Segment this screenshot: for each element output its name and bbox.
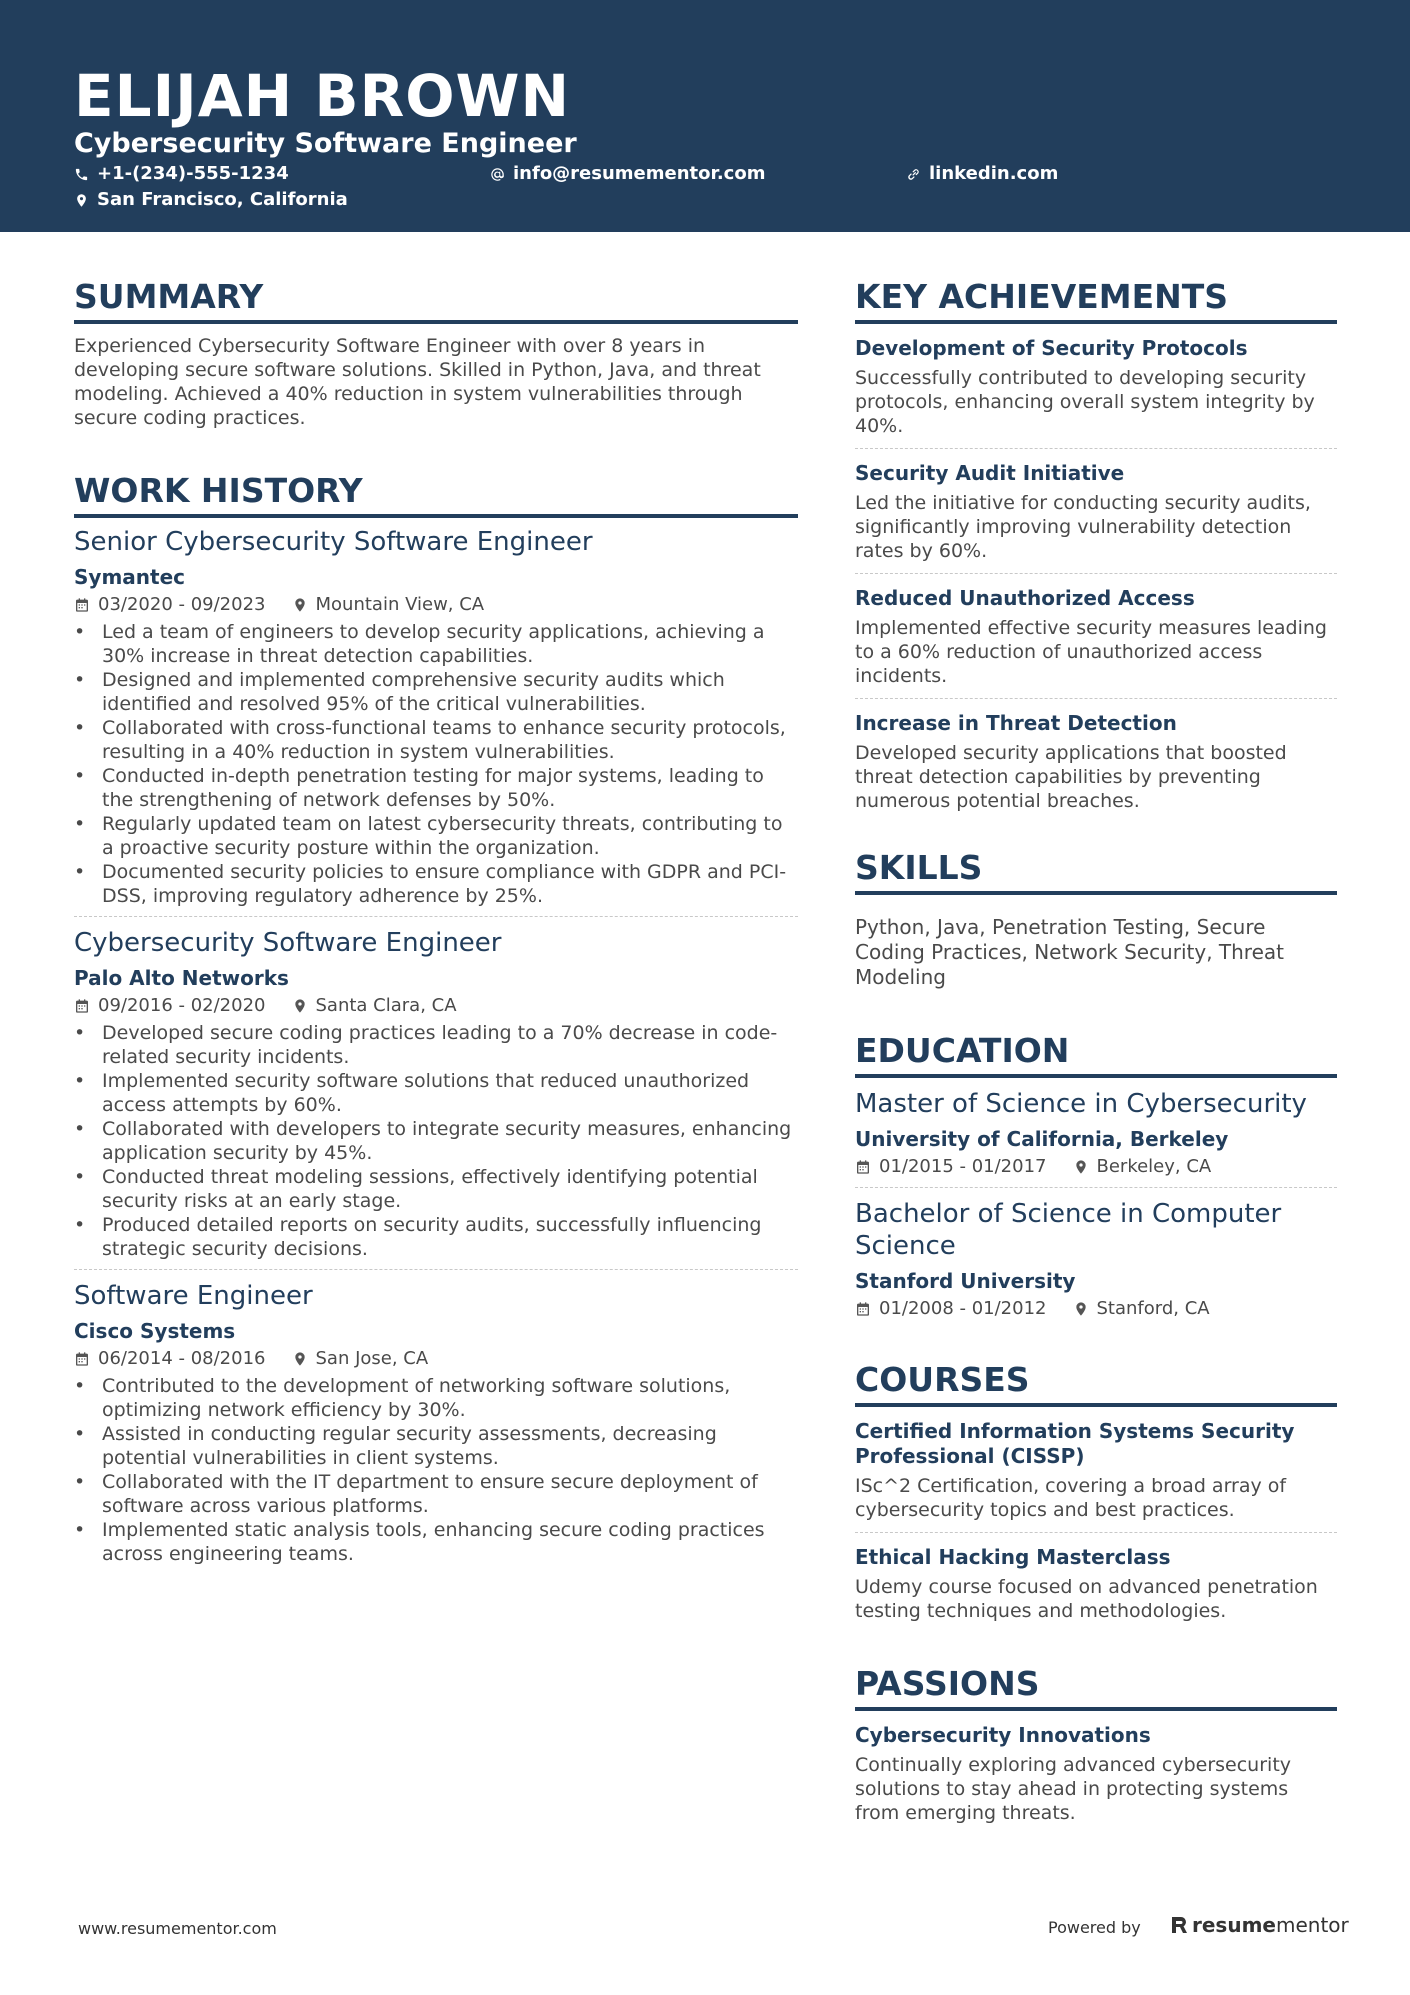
summary-text: Experienced Cybersecurity Software Engineer with over 8 years in developing secure software solutions. Skilled in Python, Java, and threat modeling. Achieved a 40% reduction in system vulnerabilities through secure coding practices. bbox=[74, 335, 761, 429]
key-achievements-heading: KEY ACHIEVEMENTS bbox=[855, 276, 1337, 324]
bullet-item: • Assisted in conducting regular security assessments, decreasing potential vulnerabilities in client systems. bbox=[74, 1422, 798, 1470]
phone-icon bbox=[74, 167, 89, 182]
education-item bbox=[855, 1078, 1337, 1187]
job-title: Cybersecurity Software Engineer bbox=[74, 928, 502, 958]
achievement-item bbox=[855, 324, 1337, 448]
bullet-item: • Collaborated with developers to integrate security measures, enhancing application security by 45%. bbox=[74, 1117, 798, 1165]
location-pin-icon bbox=[74, 193, 89, 208]
location-pin-icon bbox=[1073, 1159, 1089, 1175]
link-icon bbox=[906, 167, 921, 182]
course-title: Certified Information Systems Security Professional (CISSP) bbox=[855, 1419, 1295, 1468]
summary-section bbox=[74, 276, 798, 430]
brand-resume: resume bbox=[1192, 1913, 1276, 1937]
job-dates: 03/2020 - 09/2023 bbox=[98, 594, 266, 615]
course-text: Udemy course focused on advanced penetration testing techniques and methodologies. bbox=[855, 1576, 1318, 1622]
footer-powered-by: Powered by bbox=[1048, 1918, 1141, 1937]
candidate-name: ELIJAH BROWN bbox=[74, 62, 571, 130]
courses-section bbox=[855, 1359, 1337, 1633]
job-dates: 06/2014 - 08/2016 bbox=[98, 1348, 266, 1369]
passion-item bbox=[855, 1711, 1337, 1835]
job-location: Mountain View, CA bbox=[315, 594, 485, 615]
bullet-item: • Collaborated with the IT department to ensure secure deployment of software across various platforms. bbox=[74, 1470, 798, 1518]
course-item bbox=[855, 1532, 1337, 1633]
achievement-text: Developed security applications that boosted threat detection capabilities by preventing numerous potential breaches. bbox=[855, 742, 1287, 812]
education-item bbox=[855, 1187, 1337, 1329]
achievement-text: Implemented effective security measures leading to a 60% reduction of unauthorized access incidents. bbox=[855, 617, 1327, 687]
contact-linkedin[interactable] bbox=[906, 163, 1058, 185]
calendar-icon bbox=[74, 998, 90, 1014]
achievement-title: Reduced Unauthorized Access bbox=[855, 586, 1195, 610]
job-title: Senior Cybersecurity Software Engineer bbox=[74, 527, 593, 557]
achievement-title: Development of Security Protocols bbox=[855, 336, 1248, 360]
bullet-item: • Collaborated with cross-functional teams to enhance security protocols, resulting in a 40% reduction in system vulnerabilities. bbox=[74, 716, 798, 764]
linkedin-text: linkedin.com bbox=[929, 163, 1059, 184]
job-title: Software Engineer bbox=[74, 1281, 313, 1311]
bullet-item: • Implemented static analysis tools, enhancing secure coding practices across engineering teams. bbox=[74, 1518, 798, 1566]
degree-title: Bachelor of Science in Computer Science bbox=[855, 1199, 1282, 1261]
degree-title: Master of Science in Cybersecurity bbox=[855, 1089, 1307, 1119]
location-pin-icon bbox=[292, 1351, 308, 1367]
job-meta bbox=[74, 593, 798, 617]
job-entry bbox=[74, 1269, 798, 1574]
job-bullets bbox=[74, 1374, 798, 1566]
achievement-item bbox=[855, 573, 1337, 698]
bullet-item: • Designed and implemented comprehensive security audits which identified and resolved 95% of the critical vulnerabilities. bbox=[74, 668, 798, 716]
work-history-section bbox=[74, 470, 798, 1574]
left-column bbox=[74, 276, 798, 1574]
job-entry bbox=[74, 916, 798, 1269]
summary-heading: SUMMARY bbox=[74, 276, 798, 324]
job-bullets bbox=[74, 620, 798, 908]
bullet-item: • Contributed to the development of networking software solutions, optimizing network efficiency by 30%. bbox=[74, 1374, 798, 1422]
achievement-text: Successfully contributed to developing security protocols, enhancing overall system integrity by 40%. bbox=[855, 367, 1315, 437]
email-text: info@resumementor.com bbox=[513, 163, 766, 184]
achievement-text: Led the initiative for conducting security audits, significantly improving vulnerability detection rates by 60%. bbox=[855, 492, 1311, 562]
course-title: Ethical Hacking Masterclass bbox=[855, 1545, 1171, 1569]
school-name: University of California, Berkeley bbox=[855, 1127, 1229, 1151]
bullet-item: • Produced detailed reports on security audits, successfully influencing strategic security decisions. bbox=[74, 1213, 798, 1261]
contact-location bbox=[74, 189, 348, 211]
candidate-role: Cybersecurity Software Engineer bbox=[74, 128, 577, 159]
calendar-icon bbox=[855, 1301, 871, 1317]
job-entry bbox=[74, 526, 798, 916]
work-history-heading: WORK HISTORY bbox=[74, 470, 798, 518]
bullet-item: • Regularly updated team on latest cybersecurity threats, contributing to a proactive security posture within the organization. bbox=[74, 812, 798, 860]
company-name: Symantec bbox=[74, 565, 185, 589]
job-location: Santa Clara, CA bbox=[315, 995, 457, 1016]
skills-heading: SKILLS bbox=[855, 847, 1337, 895]
achievement-title: Increase in Threat Detection bbox=[855, 711, 1177, 735]
education-meta bbox=[855, 1297, 1337, 1321]
passions-heading: PASSIONS bbox=[855, 1663, 1337, 1711]
passion-title: Cybersecurity Innovations bbox=[855, 1723, 1151, 1747]
footer-website[interactable]: www.resumementor.com bbox=[78, 1919, 277, 1938]
header-banner bbox=[0, 0, 1410, 232]
resumementor-logo-icon bbox=[1170, 1915, 1188, 1935]
calendar-icon bbox=[74, 597, 90, 613]
job-meta bbox=[74, 1347, 798, 1371]
job-meta bbox=[74, 994, 798, 1018]
calendar-icon bbox=[74, 1351, 90, 1367]
phone-text: +1-(234)-555-1234 bbox=[97, 163, 289, 184]
bullet-item: • Led a team of engineers to develop security applications, achieving a 30% increase in threat detection capabilities. bbox=[74, 620, 798, 668]
location-text: San Francisco, California bbox=[97, 189, 348, 210]
education-section bbox=[855, 1030, 1337, 1329]
education-heading: EDUCATION bbox=[855, 1030, 1337, 1078]
school-name: Stanford University bbox=[855, 1269, 1076, 1293]
footer-brand-logo[interactable] bbox=[1170, 1913, 1349, 1937]
education-meta bbox=[855, 1155, 1337, 1179]
education-dates: 01/2008 - 01/2012 bbox=[879, 1298, 1047, 1319]
contact-email[interactable] bbox=[490, 163, 765, 185]
bullet-item: • Developed secure coding practices leading to a 70% decrease in code-related security incidents. bbox=[74, 1021, 798, 1069]
key-achievements-section bbox=[855, 276, 1337, 823]
achievement-title: Security Audit Initiative bbox=[855, 461, 1125, 485]
passions-section bbox=[855, 1663, 1337, 1835]
bullet-item: • Conducted in-depth penetration testing for major systems, leading to the strengthening of network defenses by 50%. bbox=[74, 764, 798, 812]
course-text: ISc^2 Certification, covering a broad array of cybersecurity topics and best practices. bbox=[855, 1475, 1287, 1521]
at-icon bbox=[490, 167, 505, 182]
right-column bbox=[855, 276, 1337, 1835]
job-location: San Jose, CA bbox=[315, 1348, 429, 1369]
bullet-item: • Implemented security software solutions that reduced unauthorized access attempts by 60%. bbox=[74, 1069, 798, 1117]
location-pin-icon bbox=[292, 998, 308, 1014]
skills-text: Python, Java, Penetration Testing, Secure Coding Practices, Network Security, Threat Modeling bbox=[855, 915, 1284, 989]
skills-section bbox=[855, 847, 1337, 990]
bullet-item: • Documented security policies to ensure compliance with GDPR and PCI-DSS, improving regulatory adherence by 25%. bbox=[74, 860, 798, 908]
brand-mentor: mentor bbox=[1275, 1913, 1349, 1937]
job-dates: 09/2016 - 02/2020 bbox=[98, 995, 266, 1016]
courses-heading: COURSES bbox=[855, 1359, 1337, 1407]
achievement-item bbox=[855, 448, 1337, 573]
education-dates: 01/2015 - 01/2017 bbox=[879, 1156, 1047, 1177]
contact-phone[interactable] bbox=[74, 163, 289, 185]
job-bullets bbox=[74, 1021, 798, 1261]
education-location: Stanford, CA bbox=[1096, 1298, 1210, 1319]
achievement-item bbox=[855, 698, 1337, 823]
location-pin-icon bbox=[1073, 1301, 1089, 1317]
course-item bbox=[855, 1407, 1337, 1532]
calendar-icon bbox=[855, 1159, 871, 1175]
company-name: Palo Alto Networks bbox=[74, 966, 289, 990]
location-pin-icon bbox=[292, 597, 308, 613]
bullet-item: • Conducted threat modeling sessions, effectively identifying potential security risks at an early stage. bbox=[74, 1165, 798, 1213]
company-name: Cisco Systems bbox=[74, 1319, 236, 1343]
education-location: Berkeley, CA bbox=[1096, 1156, 1212, 1177]
passion-text: Continually exploring advanced cybersecurity solutions to stay ahead in protecting systems from emerging threats. bbox=[855, 1754, 1292, 1824]
